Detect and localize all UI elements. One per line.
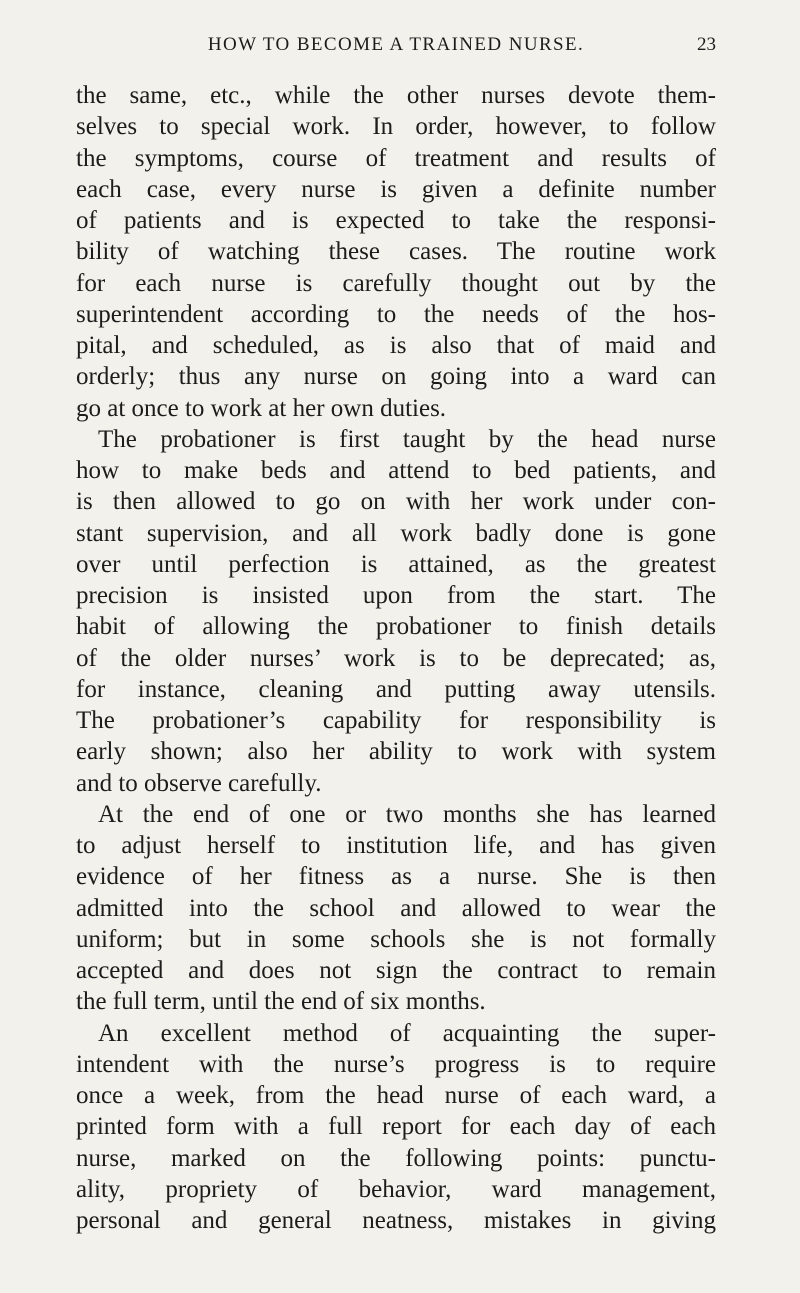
text-line: An excellent method of acquainting the super- bbox=[98, 1019, 716, 1047]
text-line: the same, etc., while the other nurses devote them- bbox=[76, 82, 716, 109]
text-line: bility of watching these cases. The routine work bbox=[76, 238, 716, 266]
body-text bbox=[76, 80, 716, 1236]
text-line: to adjust herself to institution life, and has given bbox=[76, 832, 716, 859]
text-line: accepted and does not sign the contract to remain bbox=[76, 957, 716, 984]
text-line: over until perfection is attained, as the greatest bbox=[76, 550, 716, 578]
text-line: each case, every nurse is given a definite number bbox=[76, 175, 716, 203]
text-line: is then allowed to go on with her work under con- bbox=[76, 488, 716, 516]
text-line: orderly; thus any nurse on going into a ward can bbox=[76, 363, 716, 391]
text-line: pital, and scheduled, as is also that of maid and bbox=[76, 332, 716, 359]
text-line: the full term, until the end of six months. bbox=[76, 988, 486, 1016]
text-line: and to observe carefully. bbox=[76, 769, 322, 797]
text-line: for each nurse is carefully thought out by the bbox=[76, 269, 716, 297]
book-page bbox=[76, 0, 716, 1293]
text-line: habit of allowing the probationer to finish details bbox=[76, 613, 716, 641]
text-line: uniform; but in some schools she is not formally bbox=[76, 925, 716, 953]
text-line: superintendent according to the needs of the hos- bbox=[76, 300, 716, 328]
text-line: of the older nurses’ work is to be deprecated; as, bbox=[76, 644, 716, 672]
running-title: HOW TO BECOME A TRAINED NURSE. bbox=[207, 34, 585, 55]
text-line: early shown; also her ability to work with system bbox=[76, 738, 716, 766]
text-line: go at once to work at her own duties. bbox=[76, 394, 447, 422]
text-line: the symptoms, course of treatment and results of bbox=[76, 144, 716, 172]
text-line: The probationer’s capability for responsibility is bbox=[76, 707, 716, 734]
text-line: personal and general neatness, mistakes in giving bbox=[76, 1207, 716, 1234]
text-line: printed form with a full report for each day of each bbox=[76, 1113, 716, 1141]
text-line: how to make beds and attend to bed patients, and bbox=[76, 457, 716, 484]
text-line: selves to special work. In order, however, to follow bbox=[76, 113, 716, 141]
page-number: 23 bbox=[697, 34, 716, 55]
text-line: intendent with the nurse’s progress is to require bbox=[76, 1050, 716, 1078]
text-line: evidence of her fitness as a nurse. She is then bbox=[76, 863, 716, 891]
text-line: The probationer is first taught by the head nurse bbox=[98, 425, 716, 453]
text-line: for instance, cleaning and putting away utensils. bbox=[76, 675, 716, 703]
text-line: precision is insisted upon from the start. The bbox=[76, 582, 716, 609]
text-line: At the end of one or two months she has learned bbox=[98, 800, 716, 828]
text-line: stant supervision, and all work badly done is gone bbox=[76, 519, 716, 547]
text-line: ality, propriety of behavior, ward management, bbox=[76, 1175, 716, 1203]
text-line: admitted into the school and allowed to wear the bbox=[76, 894, 716, 922]
text-line: of patients and is expected to take the responsi- bbox=[76, 207, 716, 234]
running-head bbox=[76, 33, 716, 57]
text-line: once a week, from the head nurse of each ward, a bbox=[76, 1082, 716, 1109]
text-line: nurse, marked on the following points: punctu- bbox=[76, 1144, 716, 1172]
